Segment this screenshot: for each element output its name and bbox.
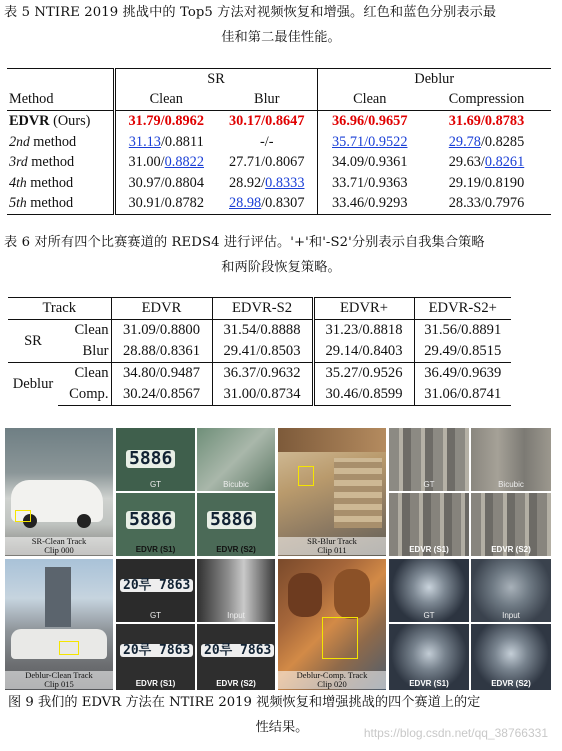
figure-9 (5, 428, 551, 690)
table-row: EDVR (Ours) 31.79/0.8962 30.17/0.8647 36.96/0.9657 31.69/0.8783 (7, 111, 551, 132)
table-row: 5th method 30.91/0.8782 28.98/0.8307 33.46/0.9293 28.33/0.7976 (7, 194, 551, 215)
crop-gt: 20루 7863 GT (116, 559, 195, 622)
roi-box (59, 641, 79, 655)
method-cell: EDVR (Ours) (9, 112, 91, 129)
method-cell: 5th method (7, 194, 114, 215)
crop-edvr-s1: EDVR (S1) (389, 624, 469, 690)
scene-image-deblur-clean: Deblur-Clean Track Clip 015 (5, 559, 113, 690)
table-row: Comp. 30.24/0.8567 31.00/0.8734 30.46/0.8599 31.06/0.8741 (8, 384, 511, 406)
track-cell: SR (24, 332, 42, 349)
crop-gt: GT (389, 428, 469, 491)
crop-input: Input (471, 559, 551, 622)
crop-edvr-s2: 20루 7863 EDVR (S2) (197, 624, 275, 690)
group-deblur: Deblur (317, 69, 551, 90)
method-cell: 4th method (9, 174, 74, 191)
table-row: SR Clean 31.09/0.8800 31.54/0.8888 31.23/0.8818 31.56/0.8891 (8, 320, 511, 342)
table-row: 3rd method 31.00/0.8822 27.71/0.8067 34.09/0.9361 29.63/0.8261 (7, 152, 551, 173)
col-blur: Blur (217, 90, 317, 111)
table5 (7, 68, 551, 215)
table-row: Blur 28.88/0.8361 29.41/0.8503 29.14/0.8403 29.49/0.8515 (8, 341, 511, 363)
roi-box (298, 466, 314, 486)
table-row: Deblur Clean 34.80/0.9487 36.37/0.9632 35.27/0.9526 36.49/0.9639 (8, 363, 511, 385)
table-row: 4th method 30.97/0.8804 28.92/0.8333 33.71/0.9363 29.19/0.8190 (7, 173, 551, 194)
crop-edvr-s2: 5886 EDVR (S2) (197, 493, 275, 556)
crop-gt: 5886 GT (116, 428, 195, 491)
table5-col-header (7, 90, 551, 111)
group-sr: SR (114, 69, 317, 90)
col-clean: Clean (114, 90, 217, 111)
method-cell: 3rd method (9, 154, 75, 171)
table5-caption: 表 5 NTIRE 2019 挑战中的 Top5 方法对视频恢复和增强。红色和蓝色分别表示最 佳和第二最佳性能。 (4, 5, 497, 45)
scene-image-sr-blur: SR-Blur Track Clip 011 (278, 428, 386, 556)
figure9-caption: 图 9 我们的 EDVR 方法在 NTIRE 2019 视频恢复和增强挑战的四个赛道上的定 性结果。 (8, 695, 481, 735)
table5-group-header (7, 69, 551, 90)
scene-image-deblur-comp: Deblur-Comp. Track Clip 020 (278, 559, 386, 690)
crop-bicubic: Bicubic (471, 428, 551, 491)
crop-edvr-s2: EDVR (S2) (471, 624, 551, 690)
method-cell: 2nd method (9, 133, 77, 150)
table6-header: Track EDVR EDVR-S2 EDVR+ EDVR-S2+ (8, 298, 511, 320)
table6 (8, 297, 511, 406)
crop-edvr-s2: EDVR (S2) (471, 493, 551, 556)
table-row: 2nd method 31.13/0.8811 -/- 35.71/0.9522 29.78/0.8285 (7, 132, 551, 153)
col-clean-deblur: Clean (317, 90, 422, 111)
scene-image-sr-clean: SR-Clean Track Clip 000 (5, 428, 113, 556)
roi-box (15, 510, 31, 522)
crop-input: Input (197, 559, 275, 622)
crop-edvr-s1: 5886 EDVR (S1) (116, 493, 195, 556)
watermark: https://blog.csdn.net/qq_38766331 (363, 726, 548, 740)
roi-box (322, 617, 358, 659)
crop-edvr-s1: EDVR (S1) (389, 493, 469, 556)
col-compression: Compression (422, 90, 551, 111)
table6-caption: 表 6 对所有四个比赛赛道的 REDS4 进行评估。'+'和'-S2'分别表示自我集合策略 和两阶段恢复策略。 (4, 235, 485, 275)
track-cell: Deblur (8, 363, 58, 406)
crop-bicubic: Bicubic (197, 428, 275, 491)
crop-gt: GT (389, 559, 469, 622)
crop-edvr-s1: 20루 7863 EDVR (S1) (116, 624, 195, 690)
col-method: Method (7, 90, 114, 111)
